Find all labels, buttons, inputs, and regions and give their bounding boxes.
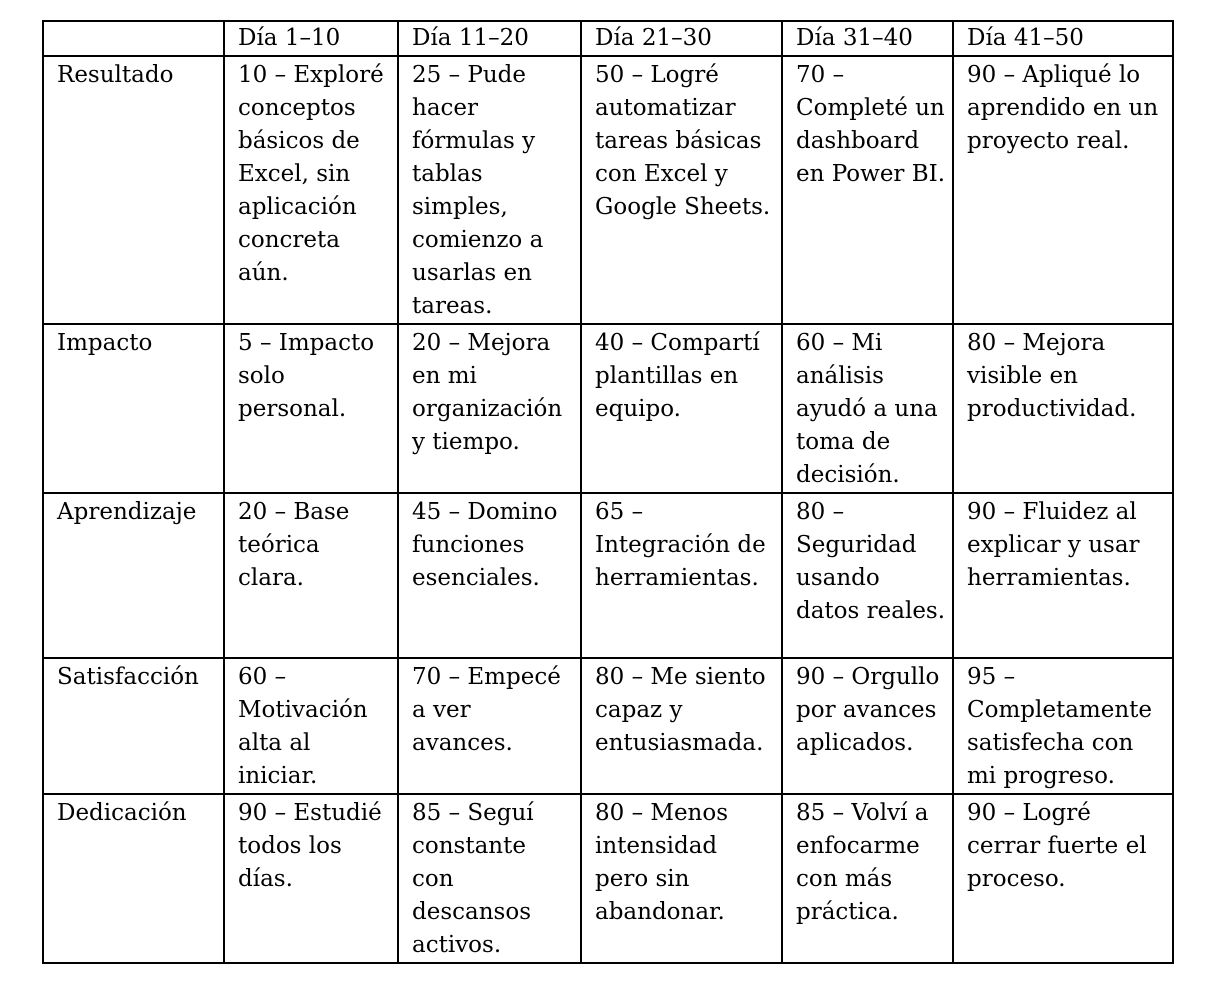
table-cell: 85 – Volví a enfocarme con más práctica. — [782, 794, 953, 963]
table-cell: 80 – Menos intensidad pero sin abandonar. — [581, 794, 782, 963]
row-label: Aprendizaje — [43, 493, 224, 658]
header-cell-day-31-40: Día 31–40 — [782, 21, 953, 56]
table-cell: 80 – Mejora visible en productividad. — [953, 324, 1173, 493]
row-label: Resultado — [43, 56, 224, 324]
header-cell-empty — [43, 21, 224, 56]
table-cell: 60 – Mi análisis ayudó a una toma de decisión. — [782, 324, 953, 493]
table-cell: 90 – Fluidez al explicar y usar herramientas. — [953, 493, 1173, 658]
row-label: Impacto — [43, 324, 224, 493]
table-cell: 50 – Logré automatizar tareas básicas con Excel y Google Sheets. — [581, 56, 782, 324]
header-cell-day-11-20: Día 11–20 — [398, 21, 581, 56]
table-row-impacto — [43, 324, 1173, 493]
table-cell: 70 – Completé un dashboard en Power BI. — [782, 56, 953, 324]
table-cell: 65 – Integración de herramientas. — [581, 493, 782, 658]
table-cell: 80 – Seguridad usando datos reales. — [782, 493, 953, 658]
table-cell: 45 – Domino funciones esenciales. — [398, 493, 581, 658]
table-header-row — [43, 21, 1173, 56]
table-cell: 90 – Orgullo por avances aplicados. — [782, 658, 953, 794]
table-cell: 85 – Seguí constante con descansos activos. — [398, 794, 581, 963]
row-label: Satisfacción — [43, 658, 224, 794]
table-row-dedicacion — [43, 794, 1173, 963]
progress-table — [42, 20, 1174, 964]
table-cell: 90 – Apliqué lo aprendido en un proyecto real. — [953, 56, 1173, 324]
table-cell: 60 – Motivación alta al iniciar. — [224, 658, 398, 794]
table-cell: 20 – Mejora en mi organización y tiempo. — [398, 324, 581, 493]
table-cell: 95 – Completamente satisfecha con mi progreso. — [953, 658, 1173, 794]
table-cell: 25 – Pude hacer fórmulas y tablas simples, comienzo a usarlas en tareas. — [398, 56, 581, 324]
table-cell: 40 – Compartí plantillas en equipo. — [581, 324, 782, 493]
table-row-resultado — [43, 56, 1173, 324]
header-cell-day-21-30: Día 21–30 — [581, 21, 782, 56]
table-cell: 90 – Logré cerrar fuerte el proceso. — [953, 794, 1173, 963]
table-cell: 80 – Me siento capaz y entusiasmada. — [581, 658, 782, 794]
table-cell: 20 – Base teórica clara. — [224, 493, 398, 658]
table-cell: 10 – Exploré conceptos básicos de Excel, sin aplicación concreta aún. — [224, 56, 398, 324]
table-row-aprendizaje — [43, 493, 1173, 658]
row-label: Dedicación — [43, 794, 224, 963]
table-cell: 5 – Impacto solo personal. — [224, 324, 398, 493]
table-cell: 90 – Estudié todos los días. — [224, 794, 398, 963]
table-cell: 70 – Empecé a ver avances. — [398, 658, 581, 794]
header-cell-day-41-50: Día 41–50 — [953, 21, 1173, 56]
header-cell-day-1-10: Día 1–10 — [224, 21, 398, 56]
table-row-satisfaccion — [43, 658, 1173, 794]
